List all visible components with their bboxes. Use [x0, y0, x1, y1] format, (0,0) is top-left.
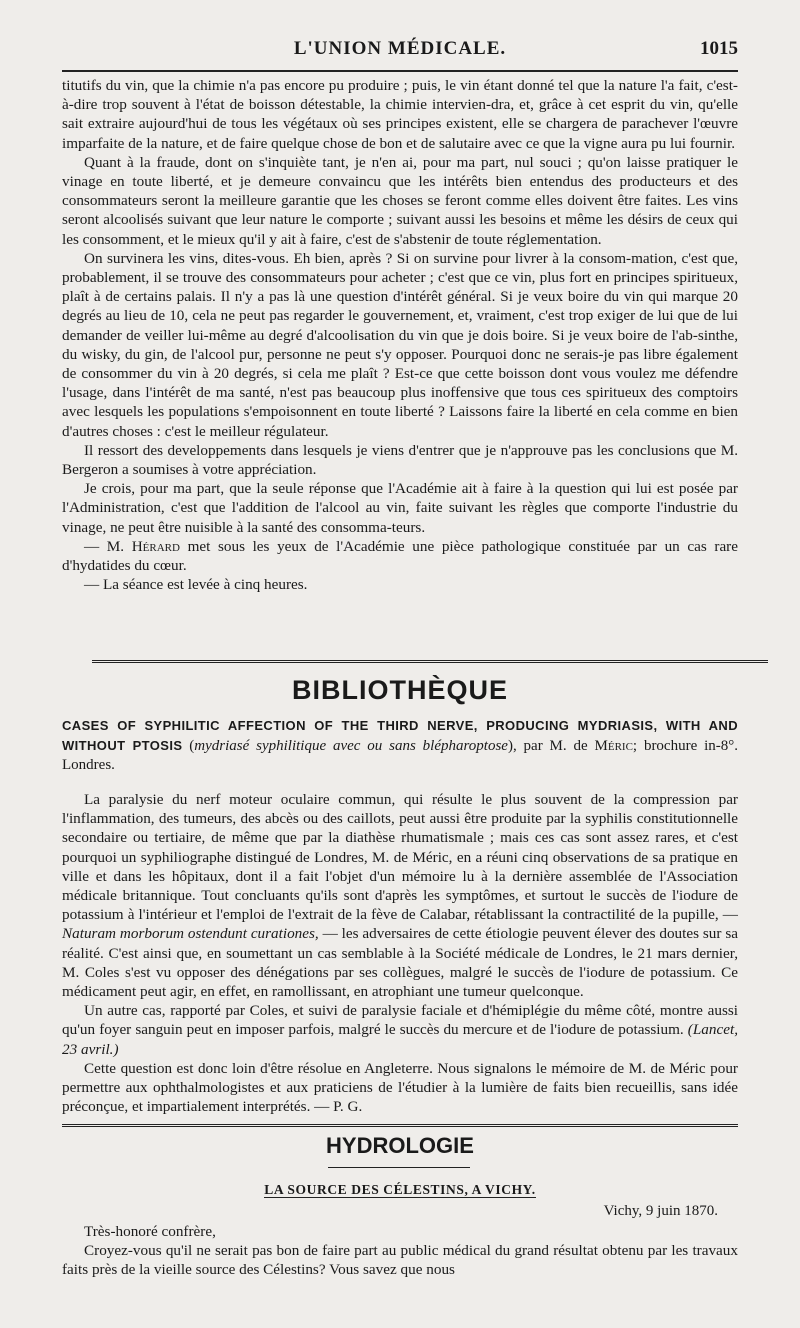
paragraph: Je crois, pour ma part, que la seule réponse que l'Académie ait à faire à la question qui lui est posée par l'Administration, c'est que l'addition de l'alcool au vin, faite suivant les règles que comporte l'industrie du vinage, ne peut être nuisible à la santé des consomma-teurs.	[62, 480, 738, 536]
paragraph: — M. Hérard met sous les yeux de l'Académie une pièce pathologique constituée par un cas rare d'hydatides du cœur.	[62, 537, 738, 575]
section-title-bibliotheque: BIBLIOTHÈQUE	[291, 675, 508, 705]
letter-title: LA SOURCE DES CÉLESTINS, A VICHY.	[264, 1182, 536, 1197]
journal-title: L'UNION MÉDICALE.	[293, 38, 507, 59]
paragraph: Croyez-vous qu'il ne serait pas bon de faire part au public médical du grand résultat obtenu par les travaux faits près de la vieille source des Célestins? Vous savez que nous	[62, 1242, 738, 1279]
paragraph: Un autre cas, rapporté par Coles, et suivi de paralysie faciale et d'hémiplégie du même côté, montre aussi qu'un foyer sanguin peut en imposer parfois, malgré le succès du mercure et de l'iodure de potassium. (Lancet, 23 avril.)	[62, 1002, 738, 1058]
book-title: CASES OF SYPHILITIC AFFECTION OF THE THIRD NERVE, PRODUCING MYDRIASIS, WITH AND WITHOUT PTOSIS	[62, 718, 738, 753]
paragraph: La paralysie du nerf moteur oculaire commun, qui résulte le plus souvent de la compression par l'inflammation, des tumeurs, des abcès ou des caillots, peut aussi être produite par la syphilis constitutionnelle secondaire ou tertiaire, de même que par la diathèse rhumatismale ; mais ces cas sont assez rares, et c'est pourquoi un syphiliographe distingué de Londres, M. de Méric, en a réuni cinq observations de sa pratique en ville et dans les hôpitaux, dont il a fait l'objet d'un mémoire lu à la dernière assemblée de l'Association médicale britannique. Tout concluants qu'ils sont d'après les symptômes, et surtout le succès de l'iodure de potassium à l'intérieur et l'emploi de l'extrait de la fève de Calabar, rétablissant la contractilité de la pupille, — Naturam morborum ostendunt curationes, — les adversaires de cette étiologie peuvent élever des doutes sur sa réalité. C'est ainsi que, en soumettant un cas semblable à la Société médicale de Londres, le 21 mars dernier, M. Coles s'est vu opposer des dénégations par ses collègues, malgré le succès de l'iodure de potassium. Ce médicament peut agir, en effet, en ramollissant, en atrophiant une tumeur quelconque.	[62, 791, 738, 1001]
paragraph: titutifs du vin, que la chimie n'a pas encore pu produire ; puis, le vin étant donné tel que la nature l'a fait, c'est-à-dire trop souvent à l'état de boisson détestable, la chimie intervien-dra, et, grâce à cet esprit du vin, qu'elle sait extraire aujourd'hui de tous les végétaux où ses principes existent, elle se chargera de parachever l'œuvre imparfaite de la nature, et de faire quelque chose de bon et de salutaire avec ce que la vigne aura pu lui fournir.	[62, 77, 738, 152]
speaker-name: Hérard	[131, 537, 180, 555]
paragraph: Quant à la fraude, dont on s'inquiète tant, je n'en ai, pour ma part, nul souci ; qu'on laisse pratiquer le vinage en toute liberté, et je demeure convaincu que les intérêts bien entendus des producteurs et des consommateurs seront la meilleure garantie que les choses se feront comme elles doivent être faites. Les vins seront alcoolisés suivant que leur nature le comporte ; suivant aussi les besoins et même les désirs de ceux qui les consomment, et le mieux qu'il y ait à faire, c'est de s'abstenir de toute réglementation.	[62, 153, 738, 248]
latin-quote: Naturam morborum ostendunt curationes,	[62, 925, 319, 943]
book-subtitle: mydriasé syphilitique avec ou sans blépharoptose	[194, 738, 508, 754]
section-title-hydrologie: HYDROLOGIE	[326, 1133, 474, 1158]
academy-discussion	[62, 76, 738, 594]
book-review-body	[62, 790, 738, 1116]
header-rule	[62, 70, 738, 72]
book-review-heading: CASES OF SYPHILITIC AFFECTION OF THE THIRD NERVE, PRODUCING MYDRIASIS, WITH AND WITHOUT PTOSIS (mydriasé syphilitique avec ou sans blépharoptose), par M. de Méric; brochure in-8°. Londres.	[62, 718, 739, 773]
salutation: Très-honoré confrère,	[84, 1223, 216, 1240]
paragraph: — La séance est levée à cinq heures.	[84, 576, 308, 594]
section-divider	[62, 1124, 738, 1131]
paragraph: Il ressort des developpements dans lesquels je viens d'entrer que je n'approuve pas les conclusions que M. Bergeron a soumises à votre appréciation.	[62, 441, 738, 479]
citation: (Lancet, 23 avril.)	[62, 1021, 738, 1058]
dateline: Vichy, 9 juin 1870.	[603, 1203, 718, 1219]
paragraph: Cette question est donc loin d'être résolue en Angleterre. Nous signalons le mémoire de M. de Méric pour permettre aux ophthalmologistes et aux praticiens de l'étudier à la lumière de faits bien recueillis, sans idée préconçue, et impartialement interprétés. — P. G.	[62, 1059, 738, 1116]
letter-body	[62, 1222, 738, 1280]
section-divider	[92, 660, 768, 667]
page-number: 1015	[700, 38, 738, 59]
author-name: Méric	[594, 738, 633, 754]
paragraph: On survinera les vins, dites-vous. Eh bien, après ? Si on survine pour livrer à la consom-mation, c'est que, probablement, il se trouve des consommateurs pour acheter ; c'est que ce vin, plus fort en principes spiritueux, plaît à de certains palais. Il n'y a pas là une question d'intérêt général. Si je veux boire du vin qui marque 20 degrés au lieu de 10, cela ne peut pas regarder le gouvernement, et, vraiment, c'est trop exiger de lui que de lui demander de veiller lui-même au degré d'alcoolisation du vin que je dois boire. Si je veux boire de l'ab-sinthe, du wisky, du gin, de l'alcool pur, personne ne peut s'y opposer. Pourquoi donc ne serais-je pas libre également de consommer du vin à 20 degrés, si cela me plaît ? Est-ce que cette boisson dont vous voulez me défendre l'usage, dans l'intérêt de ma santé, n'est pas beaucoup plus inoffensive que tous ces spiritueux des comptoirs avec lesquels les populations s'empoisonnent en toute liberté ? Laissons faire la liberté en cela comme en bien d'autres choses : c'est le meilleur régulateur.	[62, 249, 738, 440]
running-header	[62, 30, 738, 66]
title-underline	[328, 1167, 470, 1168]
